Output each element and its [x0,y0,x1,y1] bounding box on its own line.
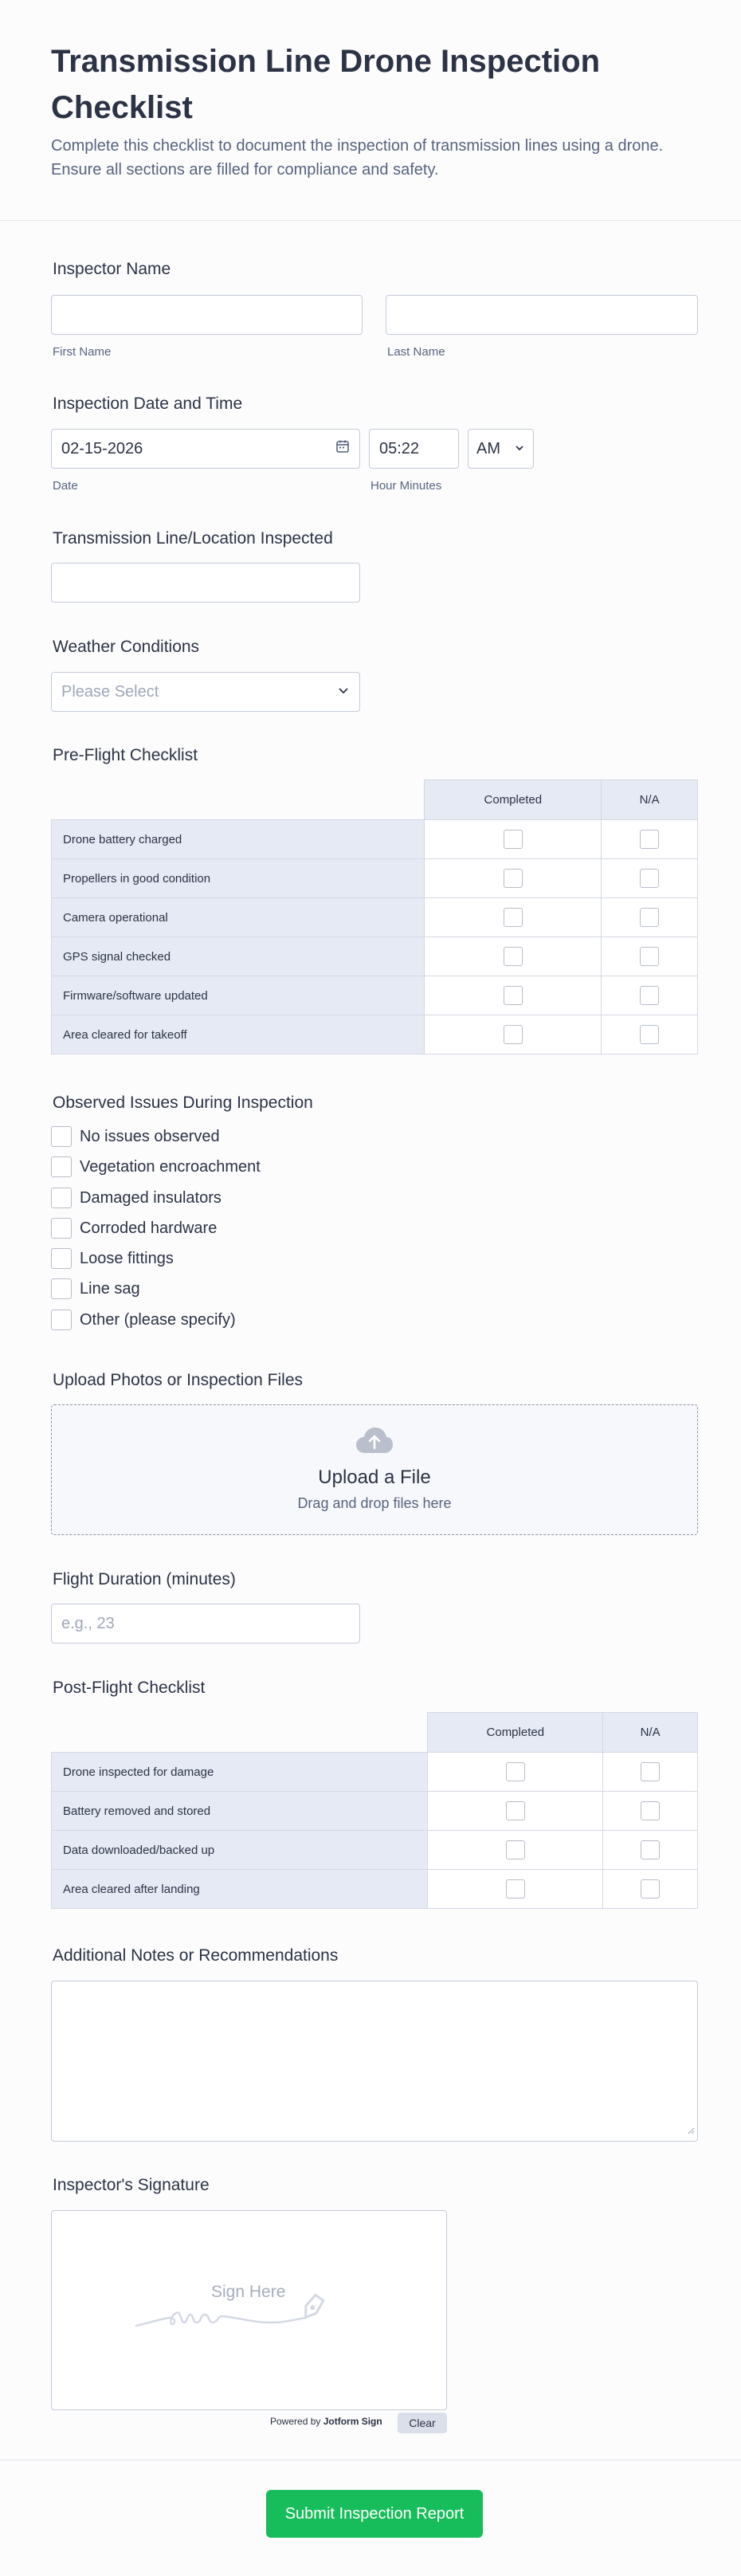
table-row [52,859,698,898]
preflight-na-checkbox[interactable] [640,947,659,966]
jotform-sign-brand: Jotform Sign [323,2416,382,2427]
form-title: Transmission Line Drone Inspection Checklist [51,44,601,125]
notes-label: Additional Notes or Recommendations [53,1946,339,1965]
preflight-na-checkbox[interactable] [640,869,659,888]
table-row [52,1831,698,1870]
issue-option[interactable]: Vegetation encroachment [51,1156,261,1177]
table-row [52,1792,698,1831]
issue-checkbox[interactable] [51,1126,72,1147]
ampm-value: AM [476,439,500,457]
signature-pad[interactable] [51,2210,447,2410]
weather-label: Weather Conditions [53,638,200,656]
ampm-select[interactable] [468,429,534,469]
notes-textarea[interactable] [51,1981,698,2142]
cloud-upload-icon [52,1426,697,1459]
last-name-input[interactable] [386,295,698,335]
date-value: 02-15-2026 [61,439,143,457]
weather-select[interactable] [51,672,360,712]
preflight-row-label: Firmware/software updated [52,976,425,1015]
file-dropzone[interactable] [51,1404,698,1535]
location-label: Transmission Line/Location Inspected [53,529,333,548]
chevron-down-icon [514,440,525,458]
issue-checkbox[interactable] [51,1248,72,1269]
preflight-table [51,779,698,1054]
preflight-completed-checkbox[interactable] [504,830,523,849]
preflight-na-checkbox[interactable] [640,830,659,849]
postflight-label: Post-Flight Checklist [53,1679,206,1697]
table-row [52,937,698,976]
form-header [0,0,741,221]
issue-checkbox[interactable] [51,1156,72,1177]
issue-option[interactable]: Damaged insulators [51,1188,222,1208]
signature-placeholder: Sign Here [211,2283,286,2301]
date-sublabel: Date [53,479,78,493]
table-row [52,1753,698,1792]
inspection-datetime-label: Inspection Date and Time [53,395,243,413]
first-name-sublabel: First Name [53,345,112,359]
preflight-row-label: Propellers in good condition [52,859,425,898]
signature-clear-button[interactable]: Clear [398,2413,447,2433]
powered-by-text: Powered by Jotform Sign [270,2416,382,2427]
preflight-row-label: Drone battery charged [52,820,425,859]
preflight-row-label: GPS signal checked [52,937,425,976]
first-name-input[interactable] [51,295,363,335]
time-sublabel: Hour Minutes [370,479,442,493]
postflight-row-label: Area cleared after landing [52,1870,428,1909]
issue-checkbox[interactable] [51,1218,72,1239]
form-subtitle: Complete this checklist to document the inspection of transmission lines using a drone. Ensure all sections are filled for compliance and safety. [51,137,664,179]
postflight-completed-checkbox[interactable] [506,1840,525,1859]
table-row [52,898,698,937]
preflight-completed-checkbox[interactable] [504,1025,523,1044]
postflight-na-checkbox[interactable] [641,1762,660,1781]
signature-label: Inspector's Signature [53,2176,210,2194]
preflight-na-checkbox[interactable] [640,908,659,927]
preflight-col-completed: Completed [425,780,602,820]
preflight-completed-checkbox[interactable] [504,947,523,966]
postflight-na-checkbox[interactable] [641,1840,660,1859]
upload-label: Upload Photos or Inspection Files [53,1371,304,1389]
postflight-row-label: Battery removed and stored [52,1792,428,1831]
preflight-row-label: Camera operational [52,898,425,937]
weather-placeholder: Please Select [61,682,159,701]
preflight-na-checkbox[interactable] [640,1025,659,1044]
issue-option[interactable]: Other (please specify) [51,1310,236,1330]
preflight-completed-checkbox[interactable] [504,986,523,1005]
issue-option[interactable]: Line sag [51,1278,140,1299]
postflight-completed-checkbox[interactable] [506,1879,525,1899]
postflight-row-label: Drone inspected for damage [52,1753,428,1792]
signature-scribble-icon [135,2287,366,2335]
postflight-completed-checkbox[interactable] [506,1801,525,1820]
upload-title: Upload a File [318,1467,431,1488]
inspector-name-label: Inspector Name [53,260,171,278]
postflight-na-checkbox[interactable] [641,1801,660,1820]
issue-checkbox[interactable] [51,1310,72,1330]
issue-option[interactable]: No issues observed [51,1126,220,1147]
flight-duration-input[interactable] [51,1604,360,1643]
table-row [52,820,698,859]
preflight-completed-checkbox[interactable] [504,869,523,888]
preflight-col-na: N/A [602,780,698,820]
preflight-row-label: Area cleared for takeoff [52,1015,425,1054]
last-name-sublabel: Last Name [387,345,445,359]
issue-option[interactable]: Loose fittings [51,1248,174,1269]
upload-hint: Drag and drop files here [297,1495,452,1511]
preflight-label: Pre-Flight Checklist [53,746,198,764]
resize-handle-icon[interactable] [687,2124,695,2138]
postflight-col-completed: Completed [428,1713,603,1753]
table-row [52,1870,698,1909]
postflight-row-label: Data downloaded/backed up [52,1831,428,1870]
submit-button[interactable]: Submit Inspection Report [266,2490,483,2538]
postflight-na-checkbox[interactable] [641,1879,660,1899]
flight-duration-placeholder: e.g., 23 [61,1614,115,1632]
flight-duration-label: Flight Duration (minutes) [53,1570,236,1588]
location-input[interactable] [51,563,360,603]
postflight-completed-checkbox[interactable] [506,1762,525,1781]
postflight-col-na: N/A [603,1713,698,1753]
issues-label: Observed Issues During Inspection [53,1094,313,1112]
table-row [52,1015,698,1054]
issue-option[interactable]: Corroded hardware [51,1218,217,1239]
postflight-table [51,1712,698,1909]
issue-checkbox[interactable] [51,1278,72,1299]
preflight-completed-checkbox[interactable] [504,908,523,927]
preflight-na-checkbox[interactable] [640,986,659,1005]
time-input[interactable]: 05:22 [369,429,459,469]
table-row [52,976,698,1015]
issue-checkbox[interactable] [51,1188,72,1208]
chevron-down-icon [337,683,350,701]
date-input[interactable] [51,429,360,469]
calendar-icon[interactable] [335,439,350,458]
